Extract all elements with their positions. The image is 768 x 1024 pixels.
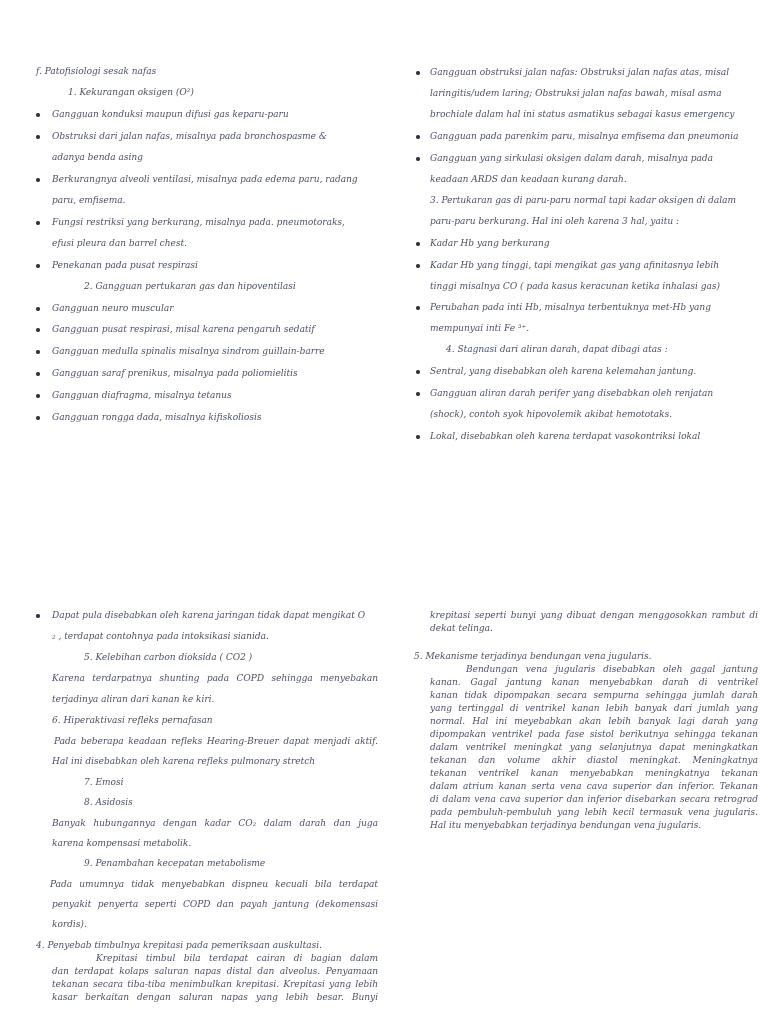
text-line: kordis). bbox=[52, 920, 87, 930]
text-line: Gangguan neuro muscular bbox=[52, 304, 174, 314]
text-line: penyakit penyerta seperti COPD dan payah jantung (dekomensasi bbox=[52, 900, 378, 910]
text-line: krepitasi seperti bunyi yang dibuat dengan menggosokkan rambut di bbox=[430, 611, 758, 621]
text-line: Gangguan medulla spinalis misalnya sindrom guillain-barre bbox=[52, 347, 325, 357]
text-line: Gangguan yang sirkulasi oksigen dalam darah, misalnya pada bbox=[430, 154, 714, 164]
text-line: f. Patofisiologi sesak nafas bbox=[36, 67, 157, 77]
bullet-dot bbox=[416, 157, 420, 161]
bullet-dot bbox=[416, 135, 420, 139]
text-line: 4. Stagnasi dari aliran darah, dapat dibagi atas : bbox=[446, 345, 668, 355]
text-line: Hal ini disebabkan oleh karena refleks pulmonary stretch bbox=[52, 757, 316, 767]
text-line: kanan. Gagal jantung kanan menyebabkan darah di ventrikel bbox=[430, 678, 758, 688]
text-line: kasar berkaitan dengan saluran napas yang lebih besar. Bunyi bbox=[52, 993, 378, 1003]
text-line: paru-paru berkurang. Hal ini oleh karena 3 hal, yaitu : bbox=[430, 217, 680, 227]
text-line: Berkurangnya alveoli ventilasi, misalnya pada edema paru, radang bbox=[52, 175, 358, 185]
text-line: Sentral, yang disebabkan oleh karena kelemahan jantung. bbox=[430, 367, 697, 377]
text-line: Krepitasi timbul bila terdapat cairan di bagian dalam bbox=[96, 954, 378, 964]
bullet-dot bbox=[416, 392, 420, 396]
text-line: tekanan ventrikel kanan menyebabkan meningkatnya tekanan bbox=[430, 769, 758, 779]
bullet-dot bbox=[416, 306, 420, 310]
text-line: (shock), contoh syok hipovolemik akibat hemototaks. bbox=[430, 410, 673, 420]
text-line: Obstruksi dari jalan nafas, misalnya pada bronchospasme & bbox=[52, 132, 327, 142]
text-line: Kadar Hb yang berkurang bbox=[430, 239, 550, 249]
text-line: Banyak hubungannya dengan kadar CO₂ dalam darah dan juga bbox=[52, 819, 378, 829]
text-line: Pada umumnya tidak menyebabkan dispneu kecuali bila terdapat bbox=[50, 880, 378, 890]
text-line: tekanan dan volume akhir diastol meningkat. Meningkatnya bbox=[430, 756, 758, 766]
bullet-dot bbox=[36, 178, 40, 182]
text-line: paru, emfisema. bbox=[52, 196, 126, 206]
bullet-dot bbox=[416, 435, 420, 439]
text-line: pada pembuluh-pembuluh yang lebih kecil termasuk vena jugularis. bbox=[430, 808, 758, 818]
bullet-dot bbox=[36, 372, 40, 376]
text-line: Kadar Hb yang tinggi, tapi mengikat gas yang afinitasnya lebih bbox=[430, 261, 720, 271]
text-line: tekanan secara tiba-tiba menimbulkan krepitasi. Krepitasi yang lebih bbox=[52, 980, 378, 990]
text-line: Pada beberapa keadaan refleks Hearing-Breuer dapat menjadi aktif. bbox=[54, 737, 378, 747]
text-line: Gangguan rongga dada, misalnya kifiskoliosis bbox=[52, 413, 262, 423]
text-line: Gangguan diafragma, misalnya tetanus bbox=[52, 391, 232, 401]
text-line: 7. Emosi bbox=[84, 778, 124, 788]
text-line: adanya benda asing bbox=[52, 153, 143, 163]
text-line: brochiale dalam hal ini status asmatikus sebagai kasus emergency bbox=[430, 110, 735, 120]
text-line: terjadinya aliran dari kanan ke kiri. bbox=[52, 695, 215, 705]
bullet-dot bbox=[416, 264, 420, 268]
text-line: Perubahan pada inti Hb, misalnya terbentuknya met-Hb yang bbox=[430, 303, 711, 313]
bullet-dot bbox=[36, 135, 40, 139]
bullet-dot bbox=[36, 328, 40, 332]
text-line: 6. Hiperaktivasi refleks pernafasan bbox=[52, 716, 213, 726]
text-line: Gangguan obstruksi jalan nafas: Obstruksi jalan nafas atas, misal bbox=[430, 68, 730, 78]
text-line: dalam ventrikel meningkat yang selanjutnya dapat meningkatkan bbox=[430, 743, 758, 753]
bullet-dot bbox=[36, 614, 40, 618]
text-line: yang tertinggal di ventrikel kanan lebih banyak dari jumlah yang bbox=[430, 704, 758, 714]
text-line: kanan tidak dipompakan secara sempurna sehingga jumlah darah bbox=[430, 691, 758, 701]
text-line: 2. Gangguan pertukaran gas dan hipoventilasi bbox=[84, 282, 296, 292]
text-line: karena kompensasi metabolik. bbox=[52, 839, 192, 849]
text-line: tinggi misalnya CO ( pada kasus keracunan ketika inhalasi gas) bbox=[430, 282, 721, 292]
bullet-dot bbox=[416, 71, 420, 75]
text-line: dekat telinga. bbox=[430, 624, 493, 634]
text-line: normal. Hal ini meyebabkan akan lebih banyak lagi darah yang bbox=[430, 717, 758, 727]
bullet-dot bbox=[36, 307, 40, 311]
text-line: 8. Asidosis bbox=[84, 798, 133, 808]
text-line: Gangguan aliran darah perifer yang disebabkan oleh renjatan bbox=[430, 389, 714, 399]
text-line: 4. Penyebab timbulnya krepitasi pada pemeriksaan auskultasi. bbox=[36, 941, 322, 951]
bullet-dot bbox=[416, 370, 420, 374]
text-line: laringitis/udem laring; Obstruksi jalan nafas bawah, misal asma bbox=[430, 89, 722, 99]
text-line: 5. Mekanisme terjadinya bendungan vena jugularis. bbox=[414, 652, 652, 662]
text-line: Gangguan konduksi maupun difusi gas keparu-paru bbox=[52, 110, 289, 120]
text-line: 9. Penambahan kecepatan metabolisme bbox=[84, 859, 266, 869]
text-line: keadaan ARDS dan keadaan kurang darah. bbox=[430, 175, 627, 185]
bullet-dot bbox=[36, 264, 40, 268]
text-line: dipompakan ventrikel pada fase sistol berikutnya sehingga tekanan bbox=[430, 730, 758, 740]
text-line: efusi pleura dan barrel chest. bbox=[52, 239, 187, 249]
text-line: Fungsi restriksi yang berkurang, misalnya pada. pneumotoraks, bbox=[52, 218, 345, 228]
text-line: Gangguan pada parenkim paru, misalnya emfisema dan pneumonia bbox=[430, 132, 739, 142]
text-line: di dalam vena cava superior dan inferior disebarkan secara retrograd bbox=[430, 795, 758, 805]
text-line: 1. Kekurangan oksigen (O²) bbox=[68, 88, 194, 98]
bullet-dot bbox=[36, 416, 40, 420]
text-line: 5. Kelebihan carbon dioksida ( CO2 ) bbox=[84, 653, 253, 663]
bullet-dot bbox=[36, 394, 40, 398]
text-line: Gangguan pusat respirasi, misal karena pengaruh sedatif bbox=[52, 325, 315, 335]
text-line: mempunyai inti Fe ³⁺. bbox=[430, 324, 530, 334]
text-line: Dapat pula disebabkan oleh karena jaringan tidak dapat mengikat O bbox=[52, 611, 366, 621]
text-line: ₂ , terdapat contohnya pada intoksikasi sianida. bbox=[52, 632, 269, 642]
text-line: dalam atrium kanan serta vena cava superior dan inferior. Tekanan bbox=[430, 782, 758, 792]
text-line: dan terdapat kolaps saluran napas distal dan alveolus. Penyamaan bbox=[52, 967, 378, 977]
text-line: 3. Pertukaran gas di paru-paru normal tapi kadar oksigen di dalam bbox=[430, 196, 737, 206]
bullet-dot bbox=[416, 242, 420, 246]
text-line: Bendungan vena jugularis disebabkan oleh gagal jantung bbox=[466, 665, 758, 675]
text-line: Penekanan pada pusat respirasi bbox=[52, 261, 198, 271]
bullet-dot bbox=[36, 350, 40, 354]
bullet-dot bbox=[36, 113, 40, 117]
text-line: Hal itu menyebabkan terjadinya bendungan vena jugularis. bbox=[430, 821, 702, 831]
text-line: Lokal, disebabkan oleh karena terdapat vasokontriksi lokal bbox=[430, 432, 701, 442]
text-line: Karena terdarpatnya shunting pada COPD sehingga menyebakan bbox=[52, 674, 378, 684]
bullet-dot bbox=[36, 221, 40, 225]
text-line: Gangguan saraf prenikus, misalnya pada poliomielitis bbox=[52, 369, 298, 379]
